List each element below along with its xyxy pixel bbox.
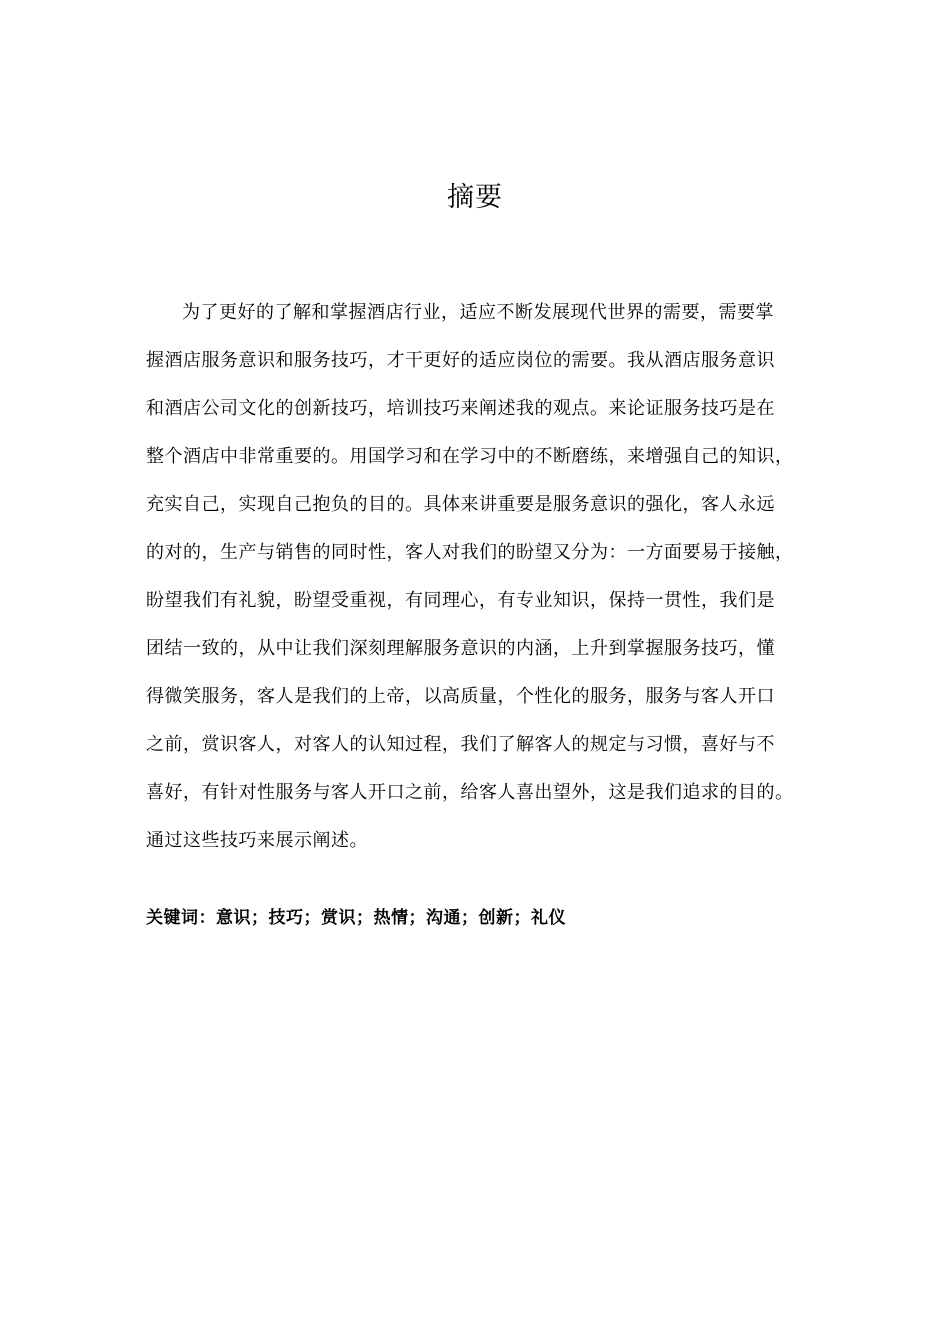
keywords-line bbox=[146, 902, 566, 934]
abstract-line: 盼望我们有礼貌，盼望受重视，有同理心，有专业知识，保持一贯性，我们是 bbox=[146, 590, 775, 611]
keywords-list: 意识；技巧；赏识；热情；沟通；创新；礼仪 bbox=[216, 908, 566, 928]
abstract-line: 整个酒店中非常重要的。用国学习和在学习中的不断磨练，来增强自己的知识， bbox=[146, 446, 794, 467]
page-title: 摘要 bbox=[447, 182, 503, 213]
keywords-label: 关键词： bbox=[146, 908, 216, 928]
abstract-line: 和酒店公司文化的创新技巧，培训技巧来阐述我的观点。来论证服务技巧是在 bbox=[146, 398, 775, 419]
abstract-line: 通过这些技巧来展示阐述。 bbox=[146, 830, 368, 851]
abstract-line: 团结一致的，从中让我们深刻理解服务意识的内涵，上升到掌握服务技巧，懂 bbox=[146, 638, 775, 659]
abstract-line: 为了更好的了解和掌握酒店行业，适应不断发展现代世界的需要，需要掌 bbox=[182, 302, 774, 323]
abstract-line: 得微笑服务，客人是我们的上帝，以高质量，个性化的服务，服务与客人开口 bbox=[146, 686, 775, 707]
abstract-line: 喜好，有针对性服务与客人开口之前，给客人喜出望外，这是我们追求的目的。 bbox=[146, 782, 794, 803]
abstract-line: 充实自己，实现自己抱负的目的。具体来讲重要是服务意识的强化，客人永远 bbox=[146, 494, 775, 515]
abstract-line: 之前，赏识客人，对客人的认知过程，我们了解客人的规定与习惯，喜好与不 bbox=[146, 734, 775, 755]
abstract-line: 握酒店服务意识和服务技巧，才干更好的适应岗位的需要。我从酒店服务意识 bbox=[146, 350, 775, 371]
abstract-line: 的对的，生产与销售的同时性，客人对我们的盼望又分为：一方面要易于接触， bbox=[146, 542, 794, 563]
abstract-body bbox=[146, 297, 810, 873]
